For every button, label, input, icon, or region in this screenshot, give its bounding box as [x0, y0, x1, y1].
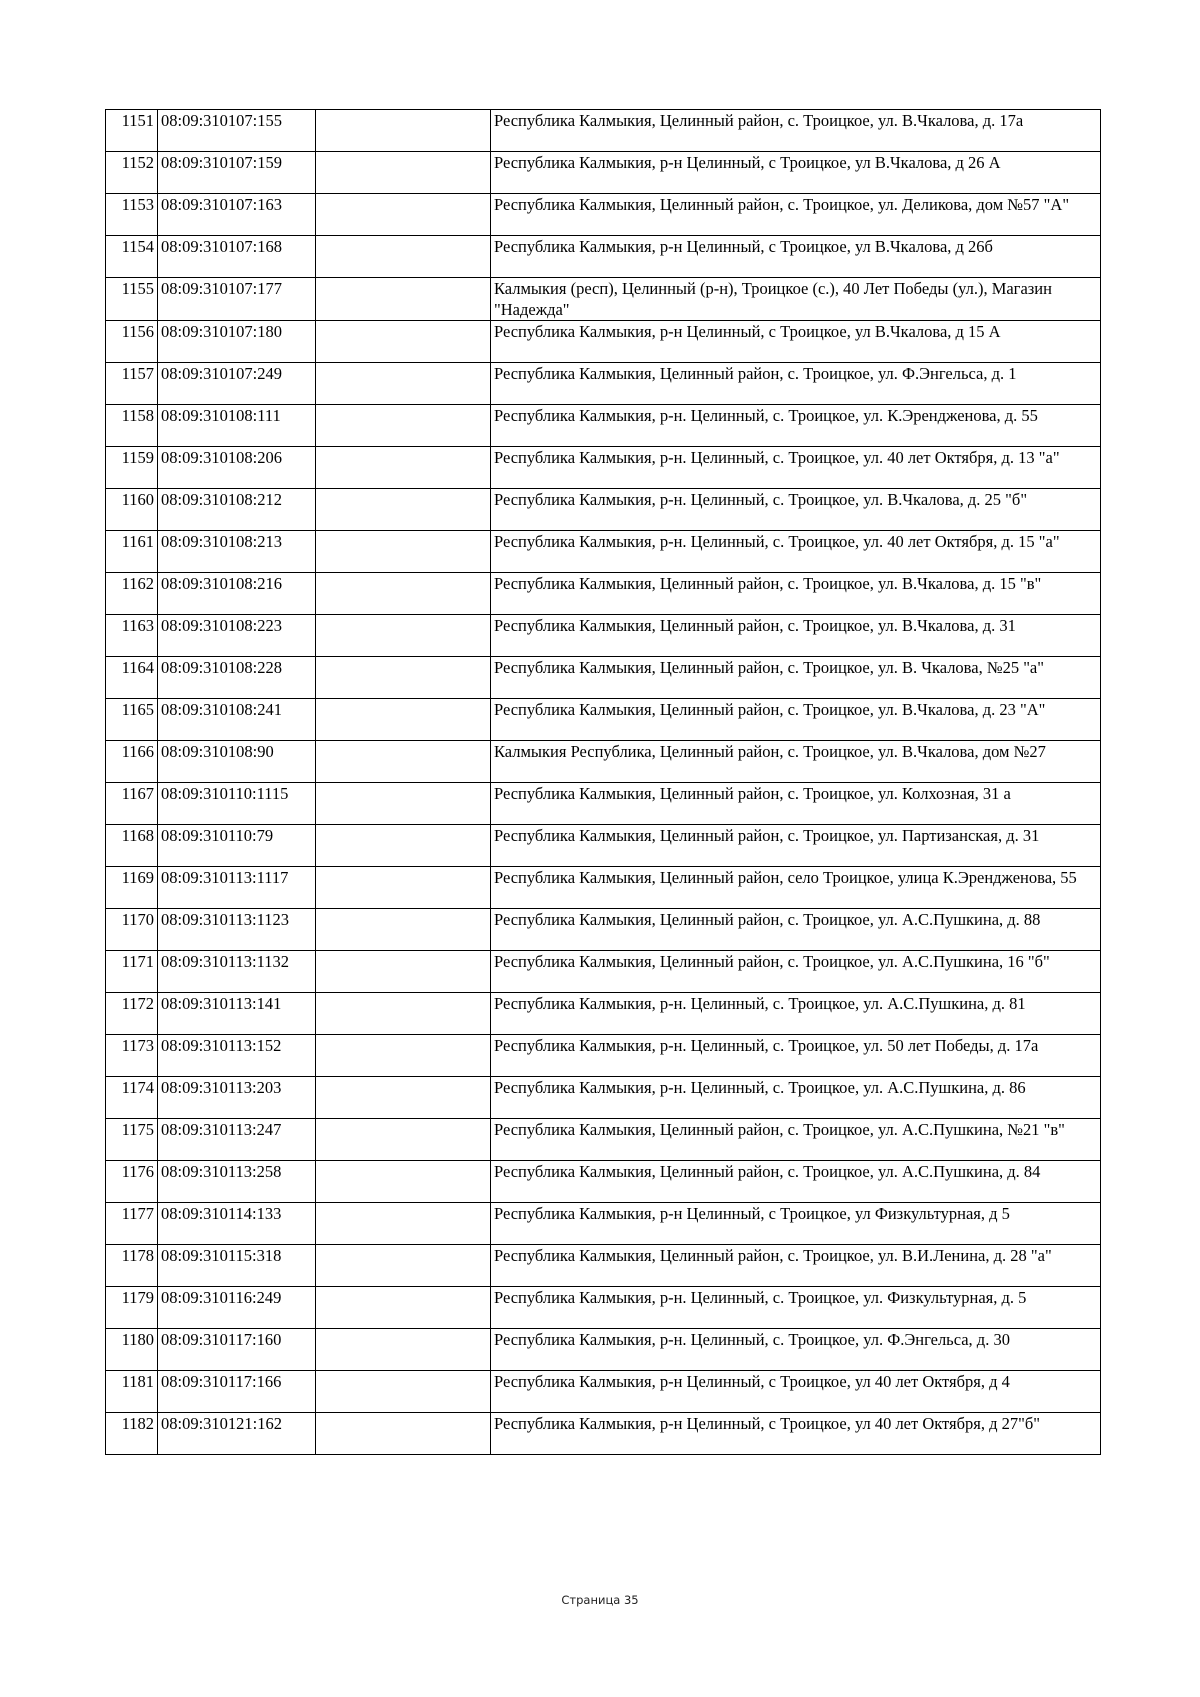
empty-cell [316, 1329, 491, 1371]
empty-cell [316, 447, 491, 489]
address-cell: Республика Калмыкия, р-н Целинный, с Троицкое, ул В.Чкалова, д 26 А [491, 152, 1101, 194]
empty-cell [316, 867, 491, 909]
cadastral-number-cell: 08:09:310107:168 [158, 236, 316, 278]
address-cell: Республика Калмыкия, р-н. Целинный, с. Троицкое, ул. Физкультурная, д. 5 [491, 1287, 1101, 1329]
row-number-cell: 1180 [106, 1329, 158, 1371]
row-number-cell: 1156 [106, 321, 158, 363]
row-number-cell: 1151 [106, 110, 158, 152]
address-cell: Республика Калмыкия, Целинный район, с. Троицкое, ул. Колхозная, 31 а [491, 783, 1101, 825]
empty-cell [316, 531, 491, 573]
cadastral-number-cell: 08:09:310117:166 [158, 1371, 316, 1413]
cadastral-number-cell: 08:09:310117:160 [158, 1329, 316, 1371]
empty-cell [316, 615, 491, 657]
row-number-cell: 1164 [106, 657, 158, 699]
address-cell: Республика Калмыкия, Целинный район, с. Троицкое, ул. Партизанская, д. 31 [491, 825, 1101, 867]
empty-cell [316, 110, 491, 152]
empty-cell [316, 1161, 491, 1203]
row-number-cell: 1167 [106, 783, 158, 825]
empty-cell [316, 194, 491, 236]
empty-cell [316, 1413, 491, 1455]
address-cell: Республика Калмыкия, р-н Целинный, с Троицкое, ул 40 лет Октября, д 27"б" [491, 1413, 1101, 1455]
table-row [106, 194, 1101, 236]
table-row [106, 825, 1101, 867]
address-cell: Республика Калмыкия, р-н. Целинный, с. Троицкое, ул. В.Чкалова, д. 25 "б" [491, 489, 1101, 531]
row-number-cell: 1152 [106, 152, 158, 194]
table-row [106, 741, 1101, 783]
row-number-cell: 1162 [106, 573, 158, 615]
address-cell: Республика Калмыкия, Целинный район, с. Троицкое, ул. В.Чкалова, д. 17а [491, 110, 1101, 152]
address-cell: Республика Калмыкия, Целинный район, с. Троицкое, ул. Ф.Энгельса, д. 1 [491, 363, 1101, 405]
cadastral-number-cell: 08:09:310114:133 [158, 1203, 316, 1245]
empty-cell [316, 699, 491, 741]
address-cell: Республика Калмыкия, р-н. Целинный, с. Троицкое, ул. 50 лет Победы, д. 17а [491, 1035, 1101, 1077]
empty-cell [316, 321, 491, 363]
table-row [106, 363, 1101, 405]
table-row [106, 531, 1101, 573]
table-row [106, 573, 1101, 615]
table-row [106, 657, 1101, 699]
table-row [106, 1161, 1101, 1203]
cadastral-number-cell: 08:09:310107:180 [158, 321, 316, 363]
empty-cell [316, 1245, 491, 1287]
cadastral-number-cell: 08:09:310108:228 [158, 657, 316, 699]
cadastral-number-cell: 08:09:310115:318 [158, 1245, 316, 1287]
empty-cell [316, 1035, 491, 1077]
address-cell: Калмыкия (респ), Целинный (р-н), Троицкое (с.), 40 Лет Победы (ул.), Магазин "Надежда" [491, 278, 1101, 321]
row-number-cell: 1159 [106, 447, 158, 489]
row-number-cell: 1155 [106, 278, 158, 321]
table-row [106, 1035, 1101, 1077]
address-cell: Республика Калмыкия, Целинный район, с. Троицкое, ул. А.С.Пушкина, д. 88 [491, 909, 1101, 951]
table-row [106, 867, 1101, 909]
empty-cell [316, 993, 491, 1035]
row-number-cell: 1166 [106, 741, 158, 783]
empty-cell [316, 783, 491, 825]
records-table [105, 109, 1101, 1455]
address-cell: Республика Калмыкия, Целинный район, с. Троицкое, ул. В.Чкалова, д. 31 [491, 615, 1101, 657]
address-cell: Республика Калмыкия, Целинный район, село Троицкое, улица К.Эрендженова, 55 [491, 867, 1101, 909]
table-row [106, 1329, 1101, 1371]
address-cell: Республика Калмыкия, р-н. Целинный, с. Троицкое, ул. Ф.Энгельса, д. 30 [491, 1329, 1101, 1371]
empty-cell [316, 1287, 491, 1329]
row-number-cell: 1157 [106, 363, 158, 405]
table-row [106, 951, 1101, 993]
cadastral-number-cell: 08:09:310116:249 [158, 1287, 316, 1329]
empty-cell [316, 1119, 491, 1161]
address-cell: Республика Калмыкия, Целинный район, с. Троицкое, ул. В.И.Ленина, д. 28 "а" [491, 1245, 1101, 1287]
row-number-cell: 1158 [106, 405, 158, 447]
cadastral-number-cell: 08:09:310108:216 [158, 573, 316, 615]
row-number-cell: 1160 [106, 489, 158, 531]
empty-cell [316, 1203, 491, 1245]
table-row [106, 447, 1101, 489]
table-row [106, 278, 1101, 321]
table-row [106, 1077, 1101, 1119]
empty-cell [316, 1371, 491, 1413]
table-row [106, 699, 1101, 741]
row-number-cell: 1173 [106, 1035, 158, 1077]
cadastral-number-cell: 08:09:310113:247 [158, 1119, 316, 1161]
address-cell: Республика Калмыкия, Целинный район, с. Троицкое, ул. А.С.Пушкина, д. 84 [491, 1161, 1101, 1203]
cadastral-number-cell: 08:09:310113:141 [158, 993, 316, 1035]
cadastral-number-cell: 08:09:310113:258 [158, 1161, 316, 1203]
cadastral-number-cell: 08:09:310113:1117 [158, 867, 316, 909]
cadastral-number-cell: 08:09:310107:177 [158, 278, 316, 321]
address-cell: Республика Калмыкия, р-н Целинный, с Троицкое, ул 40 лет Октября, д 4 [491, 1371, 1101, 1413]
cadastral-number-cell: 08:09:310107:163 [158, 194, 316, 236]
cadastral-number-cell: 08:09:310108:241 [158, 699, 316, 741]
table-row [106, 993, 1101, 1035]
cadastral-number-cell: 08:09:310108:111 [158, 405, 316, 447]
cadastral-number-cell: 08:09:310108:90 [158, 741, 316, 783]
row-number-cell: 1178 [106, 1245, 158, 1287]
cadastral-number-cell: 08:09:310113:203 [158, 1077, 316, 1119]
row-number-cell: 1170 [106, 909, 158, 951]
table-row [106, 489, 1101, 531]
address-cell: Республика Калмыкия, Целинный район, с. Троицкое, ул. В.Чкалова, д. 15 "в" [491, 573, 1101, 615]
address-cell: Республика Калмыкия, р-н. Целинный, с. Троицкое, ул. А.С.Пушкина, д. 86 [491, 1077, 1101, 1119]
empty-cell [316, 489, 491, 531]
row-number-cell: 1154 [106, 236, 158, 278]
address-cell: Республика Калмыкия, Целинный район, с. Троицкое, ул. В. Чкалова, №25 "а" [491, 657, 1101, 699]
empty-cell [316, 825, 491, 867]
empty-cell [316, 278, 491, 321]
empty-cell [316, 363, 491, 405]
cadastral-number-cell: 08:09:310108:223 [158, 615, 316, 657]
table-row [106, 1203, 1101, 1245]
empty-cell [316, 152, 491, 194]
row-number-cell: 1169 [106, 867, 158, 909]
row-number-cell: 1153 [106, 194, 158, 236]
table-row [106, 615, 1101, 657]
cadastral-number-cell: 08:09:310113:1132 [158, 951, 316, 993]
empty-cell [316, 741, 491, 783]
address-cell: Республика Калмыкия, р-н. Целинный, с. Троицкое, ул. А.С.Пушкина, д. 81 [491, 993, 1101, 1035]
address-cell: Республика Калмыкия, Целинный район, с. Троицкое, ул. Деликова, дом №57 "А" [491, 194, 1101, 236]
row-number-cell: 1168 [106, 825, 158, 867]
row-number-cell: 1165 [106, 699, 158, 741]
address-cell: Республика Калмыкия, Целинный район, с. Троицкое, ул. А.С.Пушкина, 16 "б" [491, 951, 1101, 993]
empty-cell [316, 1077, 491, 1119]
row-number-cell: 1163 [106, 615, 158, 657]
page-number: Страница 35 [561, 1593, 639, 1607]
cadastral-number-cell: 08:09:310108:212 [158, 489, 316, 531]
row-number-cell: 1175 [106, 1119, 158, 1161]
address-cell: Республика Калмыкия, р-н Целинный, с Троицкое, ул В.Чкалова, д 15 А [491, 321, 1101, 363]
table-row [106, 783, 1101, 825]
table-row [106, 152, 1101, 194]
cadastral-number-cell: 08:09:310121:162 [158, 1413, 316, 1455]
row-number-cell: 1181 [106, 1371, 158, 1413]
table-row [106, 909, 1101, 951]
address-cell: Республика Калмыкия, р-н. Целинный, с. Троицкое, ул. 40 лет Октября, д. 13 "а" [491, 447, 1101, 489]
cadastral-number-cell: 08:09:310107:159 [158, 152, 316, 194]
cadastral-number-cell: 08:09:310113:152 [158, 1035, 316, 1077]
row-number-cell: 1179 [106, 1287, 158, 1329]
address-cell: Калмыкия Республика, Целинный район, с. Троицкое, ул. В.Чкалова, дом №27 [491, 741, 1101, 783]
empty-cell [316, 573, 491, 615]
empty-cell [316, 951, 491, 993]
row-number-cell: 1176 [106, 1161, 158, 1203]
address-cell: Республика Калмыкия, Целинный район, с. Троицкое, ул. А.С.Пушкина, №21 "в" [491, 1119, 1101, 1161]
row-number-cell: 1182 [106, 1413, 158, 1455]
table-row [106, 321, 1101, 363]
address-cell: Республика Калмыкия, р-н. Целинный, с. Троицкое, ул. 40 лет Октября, д. 15 "а" [491, 531, 1101, 573]
table-row [106, 1287, 1101, 1329]
empty-cell [316, 236, 491, 278]
address-cell: Республика Калмыкия, Целинный район, с. Троицкое, ул. В.Чкалова, д. 23 "А" [491, 699, 1101, 741]
address-cell: Республика Калмыкия, р-н Целинный, с Троицкое, ул В.Чкалова, д 26б [491, 236, 1101, 278]
cadastral-number-cell: 08:09:310110:1115 [158, 783, 316, 825]
records-body [106, 110, 1101, 1455]
table-row [106, 110, 1101, 152]
empty-cell [316, 657, 491, 699]
cadastral-number-cell: 08:09:310107:155 [158, 110, 316, 152]
row-number-cell: 1177 [106, 1203, 158, 1245]
table-row [106, 236, 1101, 278]
table-row [106, 1245, 1101, 1287]
cadastral-number-cell: 08:09:310113:1123 [158, 909, 316, 951]
cadastral-number-cell: 08:09:310110:79 [158, 825, 316, 867]
table-row [106, 405, 1101, 447]
row-number-cell: 1171 [106, 951, 158, 993]
address-cell: Республика Калмыкия, р-н Целинный, с Троицкое, ул Физкультурная, д 5 [491, 1203, 1101, 1245]
empty-cell [316, 909, 491, 951]
cadastral-number-cell: 08:09:310108:213 [158, 531, 316, 573]
empty-cell [316, 405, 491, 447]
cadastral-number-cell: 08:09:310107:249 [158, 363, 316, 405]
row-number-cell: 1161 [106, 531, 158, 573]
address-cell: Республика Калмыкия, р-н. Целинный, с. Троицкое, ул. К.Эрендженова, д. 55 [491, 405, 1101, 447]
row-number-cell: 1172 [106, 993, 158, 1035]
row-number-cell: 1174 [106, 1077, 158, 1119]
cadastral-number-cell: 08:09:310108:206 [158, 447, 316, 489]
table-row [106, 1119, 1101, 1161]
table-row [106, 1371, 1101, 1413]
table-row [106, 1413, 1101, 1455]
